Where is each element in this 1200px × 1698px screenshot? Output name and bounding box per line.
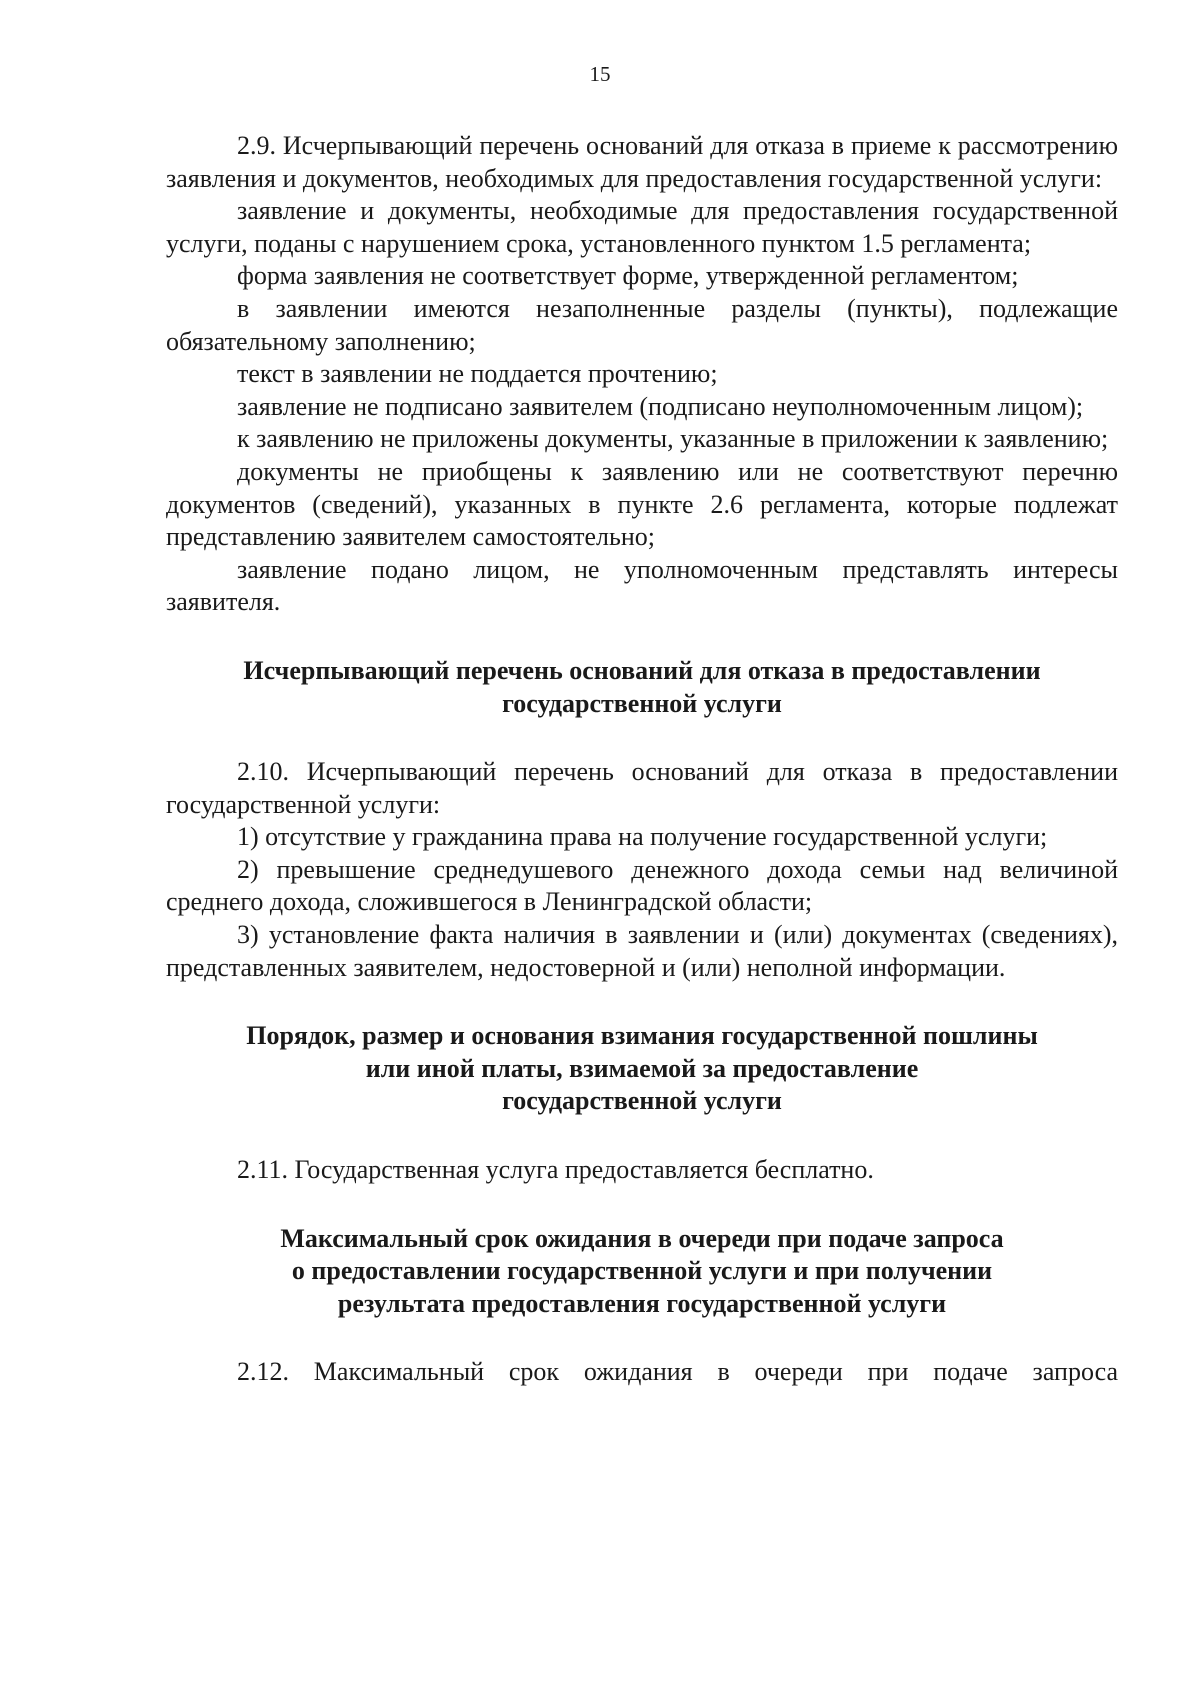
list-item: документы не приобщены к заявлению или не соответствуют перечню документов (сведений), указанных в пункте 2.6 регламента, которые подлежат представлению заявителем самостоятельно; — [166, 456, 1118, 552]
section-heading-refusal — [166, 655, 1118, 720]
paragraph-2-11: 2.11. Государственная услуга предоставляется бесплатно. — [237, 1155, 874, 1185]
list-item: заявление и документы, необходимые для предоставления государственной услуги, поданы с нарушением срока, установленного пунктом 1.5 регламента; — [166, 196, 1118, 258]
paragraph-2-9-intro: 2.9. Исчерпывающий перечень оснований для отказа в приеме к рассмотрению заявления и документов, необходимых для предоставления государственной услуги: — [166, 131, 1118, 193]
list-item: форма заявления не соответствует форме, утвержденной регламентом; — [237, 261, 1019, 291]
paragraph-2-12: 2.12. Максимальный срок ожидания в очереди при подаче запроса — [237, 1357, 1118, 1387]
heading-line: о предоставлении государственной услуги и при получении — [291, 1256, 993, 1286]
list-item: 1) отсутствие у гражданина права на получение государственной услуги; — [237, 822, 1048, 852]
heading-line: результата предоставления государственной услуги — [337, 1288, 947, 1318]
paragraph-2-10-intro: 2.10. Исчерпывающий перечень оснований для отказа в предоставлении государственной услуги: — [166, 757, 1118, 819]
list-item: заявление не подписано заявителем (подписано неуполномоченным лицом); — [237, 391, 1084, 421]
list-item: заявление подано лицом, не уполномоченным представлять интересы заявителя. — [166, 554, 1118, 617]
list-item: 2) превышение среднедушевого денежного дохода семьи над величиной среднего дохода, сложившегося в Ленинградской области; — [166, 854, 1118, 917]
page-content — [166, 130, 1118, 1389]
heading-line: Максимальный срок ожидания в очереди при подаче запроса — [280, 1223, 1004, 1253]
heading-line: государственной услуги — [502, 1086, 782, 1116]
section-heading-queue — [166, 1223, 1118, 1321]
list-item: в заявлении имеются незаполненные разделы (пункты), подлежащие обязательному заполнению; — [166, 293, 1118, 356]
heading-line: Порядок, размер и основания взимания государственной пошлины — [246, 1021, 1038, 1051]
heading-line: или иной платы, взимаемой за предоставление — [365, 1053, 919, 1083]
heading-line: Исчерпывающий перечень оснований для отказа в предоставлении — [243, 655, 1041, 685]
page-number: 15 — [589, 62, 611, 86]
section-heading-fee — [166, 1020, 1118, 1118]
list-item: текст в заявлении не поддается прочтению; — [237, 359, 718, 389]
list-item: к заявлению не приложены документы, указанные в приложении к заявлению; — [237, 424, 1109, 454]
heading-line: государственной услуги — [502, 688, 782, 718]
list-item: 3) установление факта наличия в заявлении и (или) документах (сведениях), представленных заявителем, недостоверной и (или) неполной информации. — [166, 920, 1118, 982]
